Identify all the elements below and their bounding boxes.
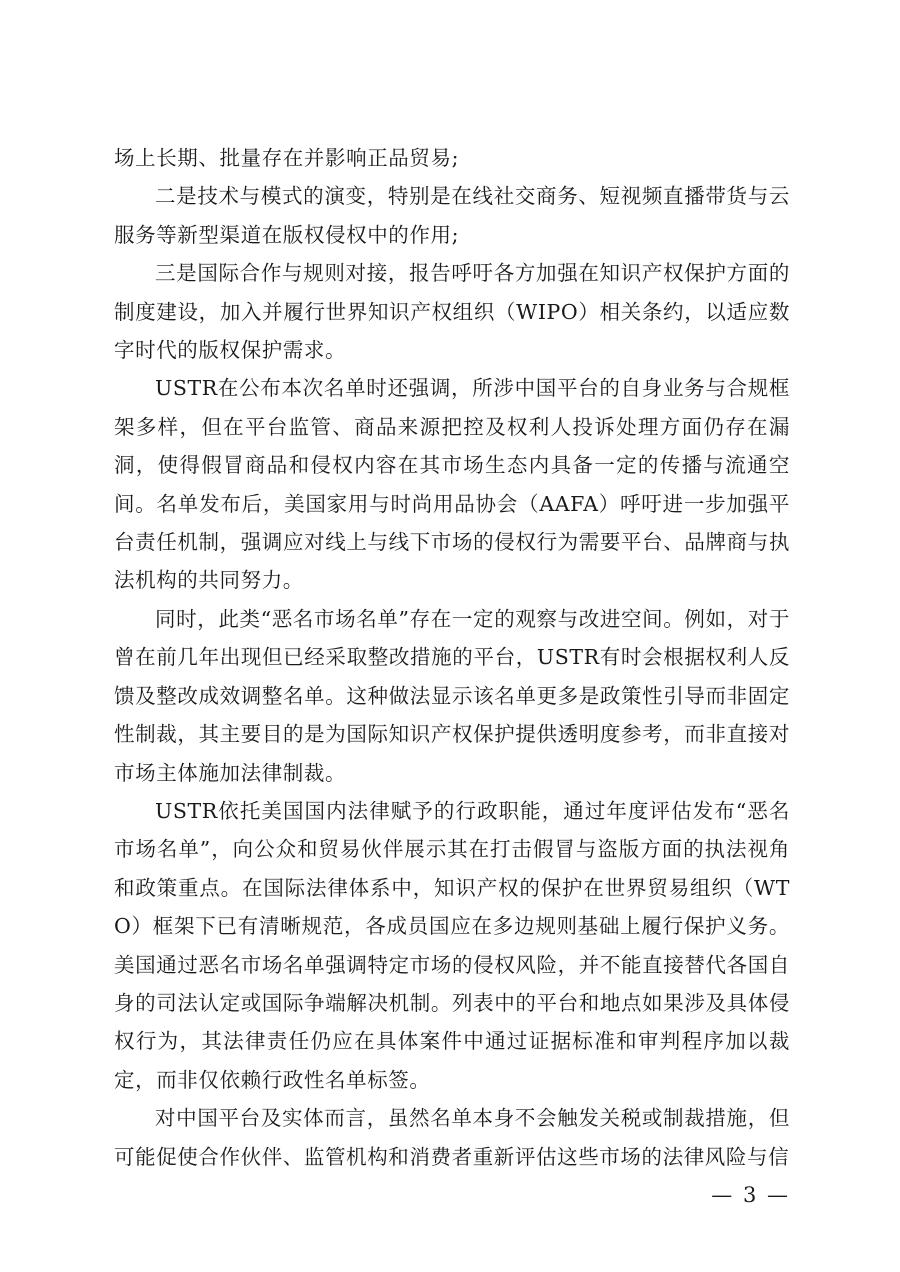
- paragraph-4: USTR在公布本次名单时还强调，所涉中国平台的自身业务与合规框架多样，但在平台监管、商品来源把控及权利人投诉处理方面仍存在漏洞，使得假冒商品和侵权内容在其市场生态内具备一定的传播与流通空间。名单发布后，美国家用与时尚用品协会（AAFA）呼吁进一步加强平台责任机制，强调应对线上与线下市场的侵权行为需要平台、品牌商与执法机构的共同努力。: [114, 376, 790, 593]
- paragraph-2: 二是技术与模式的演变，特别是在线社交商务、短视频直播带货与云服务等新型渠道在版权侵权中的作用;: [114, 184, 790, 247]
- paragraph-7: 对中国平台及实体而言，虽然名单本身不会触发关税或制裁措施，但可能促使合作伙伴、监管机构和消费者重新评估这些市场的法律风险与信: [114, 1106, 790, 1169]
- paragraph-3: 三是国际合作与规则对接，报告呼吁各方加强在知识产权保护方面的制度建设，加入并履行世界知识产权组织（WIPO）相关条约，以适应数字时代的版权保护需求。: [114, 261, 790, 363]
- paragraph-6: USTR依托美国国内法律赋予的行政职能，通过年度评估发布“恶名市场名单”，向公众和贸易伙伴展示其在打击假冒与盗版方面的执法视角和政策重点。在国际法律体系中，知识产权的保护在世界贸易组织（WTO）框架下已有清晰规范，各成员国应在多边规则基础上履行保护义务。美国通过恶名市场名单强调特定市场的侵权风险，并不能直接替代各国自身的司法认定或国际争端解决机制。列表中的平台和地点如果涉及具体侵权行为，其法律责任仍应在具体案件中通过证据标准和审判程序加以裁定，而非仅依赖行政性名单标签。: [114, 798, 790, 1092]
- page-number: — 3 —: [711, 1183, 790, 1207]
- paragraph-1: 场上长期、批量存在并影响正品贸易;: [114, 146, 460, 170]
- paragraph-5: 同时，此类“恶名市场名单”存在一定的观察与改进空间。例如，对于曾在前几年出现但已经采取整改措施的平台，USTR有时会根据权利人反馈及整改成效调整名单。这种做法显示该名单更多是政策性引导而非固定性制裁，其主要目的是为国际知识产权保护提供透明度参考，而非直接对市场主体施加法律制裁。: [114, 606, 790, 785]
- document-body: [114, 139, 790, 1176]
